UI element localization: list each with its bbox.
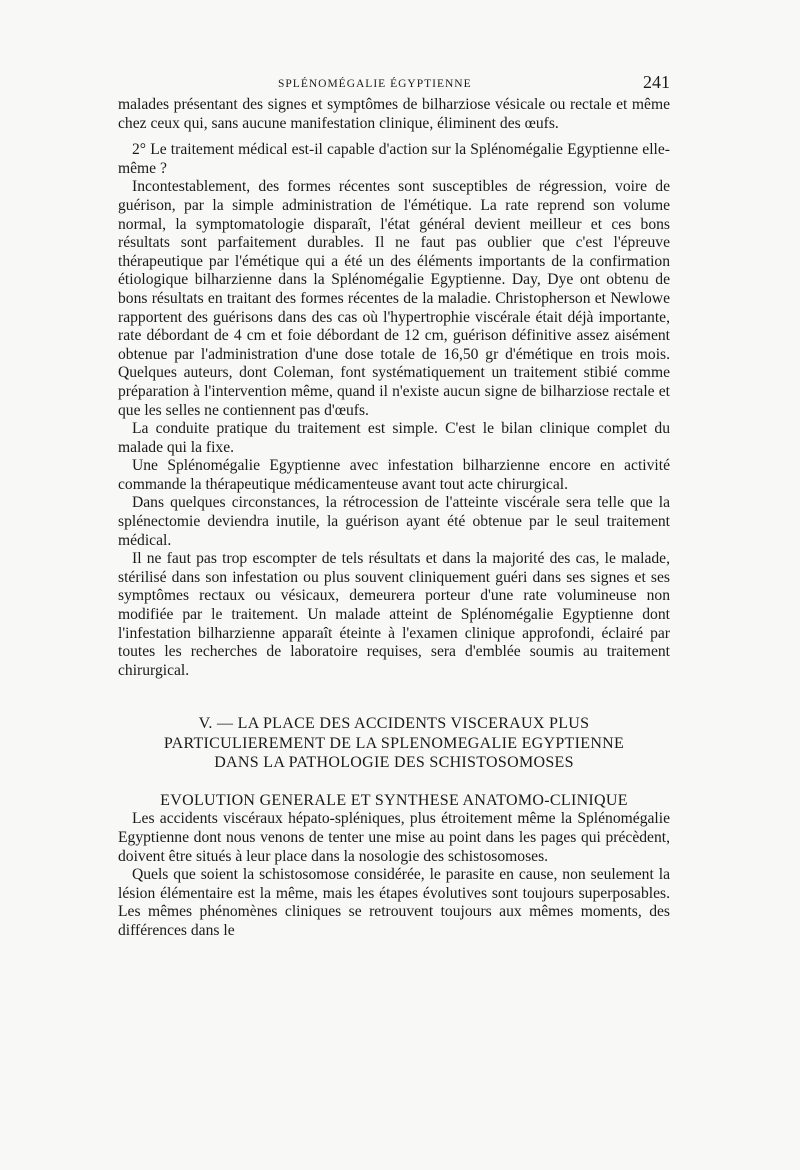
- paragraph: Quels que soient la schistosomose considérée, le parasite en cause, non seulement la lésion élémentaire est la même, mais les étapes évolutives sont toujours superposables. Les mêmes phénomènes cliniques se retrouvent toujours aux mêmes moments, des différences dans le: [118, 866, 670, 939]
- section-heading-line: PARTICULIEREMENT DE LA SPLENOMEGALIE EGYPTIENNE: [163, 734, 625, 752]
- document-page: [118, 70, 670, 941]
- paragraph: Incontestablement, des formes récentes sont susceptibles de régression, voire de guérison, par la simple administration de l'émétique. La rate reprend son volume normal, la symptomatologie disparaît, l'état général devient meilleur et ces bons résultats sont parfaitement durables. Il ne faut pas oublier que c'est l'épreuve thérapeutique par l'émétique qui a été un des éléments importants de la confirmation étiologique bilharzienne dans la Splénomégalie Egyptienne. Day, Dye ont obtenu de bons résultats en traitant des formes récentes de la maladie. Christopherson et Newlowe rapportent des guérisons dans des cas où l'hypertrophie viscérale était déjà importante, rate débordant de 4 cm et foie débordant de 12 cm, guérison définitive assez aisément obtenue par l'administration d'une dose totale de 16,50 gr d'émétique en trois mois. Quelques auteurs, dont Coleman, font systématiquement un traitement stibié comme préparation à l'intervention même, quand il n'existe aucun signe de bilharziose rectale et que les selles ne contiennent pas d'œufs.: [118, 178, 670, 419]
- running-head: [118, 70, 670, 96]
- paragraph: La conduite pratique du traitement est simple. C'est le bilan clinique complet du malade qui la fixe.: [118, 420, 670, 456]
- paragraph: Les accidents viscéraux hépato-spléniques, plus étroitement même la Splénomégalie Egyptienne dont nous venons de tenter une mise au point dans les pages qui précèdent, doivent être situés à leur place dans la nosologie des schistosomoses.: [118, 810, 670, 865]
- page-number: 241: [643, 72, 670, 92]
- section-subheading: EVOLUTION GENERALE ET SYNTHESE ANATOMO-CLINIQUE: [160, 791, 628, 809]
- running-title: SPLÉNOMÉGALIE ÉGYPTIENNE: [278, 78, 472, 90]
- paragraph: Une Splénomégalie Egyptienne avec infestation bilharzienne encore en activité commande la thérapeutique médicamenteuse avant tout acte chirurgical.: [118, 457, 670, 493]
- section-heading-line: V. — LA PLACE DES ACCIDENTS VISCERAUX PLUS: [198, 715, 590, 733]
- paragraph: malades présentant des signes et symptômes de bilharziose vésicale ou rectale et même chez ceux qui, sans aucune manifestation clinique, éliminent des œufs.: [118, 96, 670, 132]
- paragraph: 2° Le traitement médical est-il capable d'action sur la Splénomégalie Egyptienne elle-même ?: [118, 141, 670, 177]
- body-text: [118, 96, 670, 941]
- section-heading: [118, 714, 670, 773]
- paragraph: Il ne faut pas trop escompter de tels résultats et dans la majorité des cas, le malade, stérilisé dans son infestation ou plus souvent cliniquement guéri dans ses signes et ses symptômes rectaux ou vésicaux, demeurera porteur d'une rate volumineuse non modifiée par le traitement. Un malade atteint de Splénomégalie Egyptienne dont l'infestation bilharzienne apparaît éteinte à l'examen clinique approfondi, éclairé par toutes les recherches de laboratoire requises, sera d'emblée soumis au traitement chirurgical.: [118, 550, 670, 679]
- section-heading-line: DANS LA PATHOLOGIE DES SCHISTOSOMOSES: [214, 754, 574, 772]
- paragraph: Dans quelques circonstances, la rétrocession de l'atteinte viscérale sera telle que la splénectomie deviendra inutile, la guérison ayant été obtenue par le seul traitement médical.: [118, 494, 670, 549]
